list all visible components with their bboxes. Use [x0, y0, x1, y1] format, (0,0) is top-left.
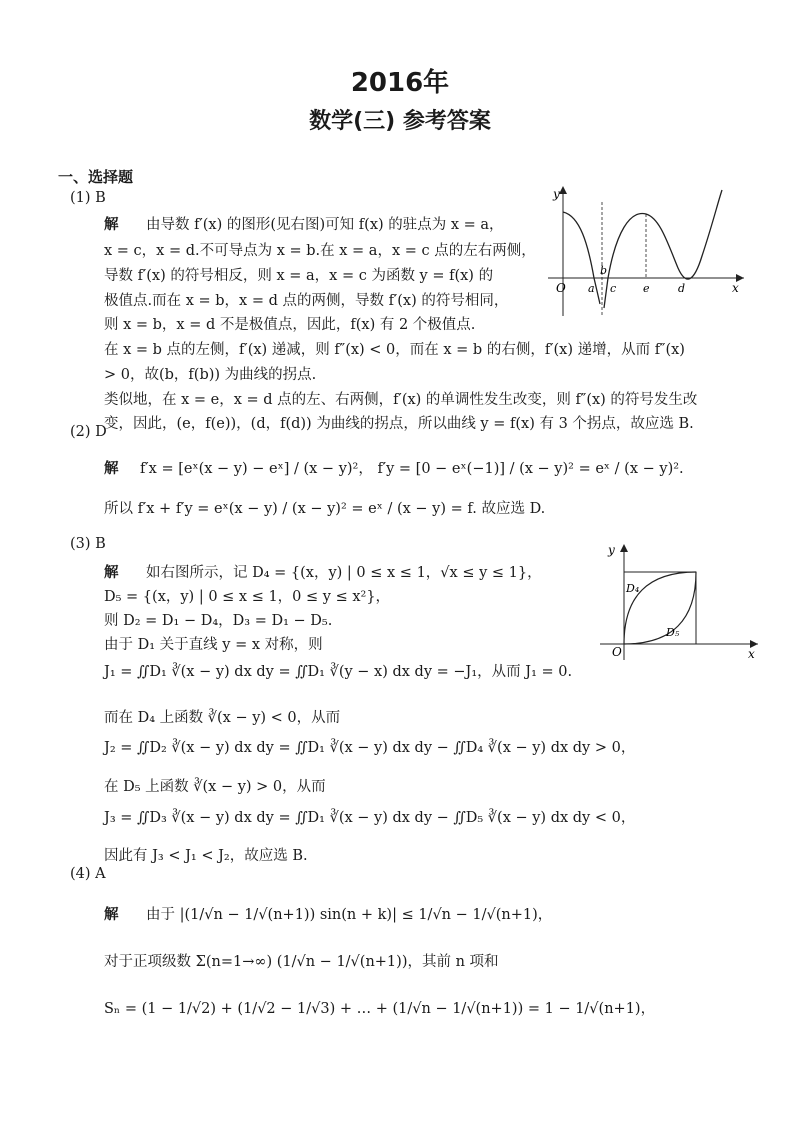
- graph-label: a: [588, 282, 595, 295]
- p3-equation-J2: J₂ = ∬D₂ ∛(x − y) dx dy = ∬D₁ ∛(x − y) dx dy − ∬D₄ ∛(x − y) dx dy > 0，: [104, 740, 636, 756]
- solution-label-3: 解: [104, 565, 119, 581]
- p4-equation-3: Sₙ = (1 − 1/√2) + (1/√2 − 1/√3) + … + (1/√n − 1/√(n+1)) = 1 − 1/√(n+1)，: [104, 1001, 656, 1017]
- graph-label: e: [643, 282, 650, 295]
- p3-line: 在 D₅ 上函数 ∛(x − y) > 0，从而: [104, 779, 326, 795]
- p1-line: 由导数 f′(x) 的图形(见右图)可知 f(x) 的驻点为 x = a，: [146, 217, 504, 233]
- p1-line: 类似地，在 x = e，x = d 点的左、右两侧，f′(x) 的单调性发生改变，则 f″(x) 的符号发生改: [104, 392, 698, 408]
- graph-label: y: [553, 187, 560, 201]
- y-axis-arrow-icon: [620, 544, 628, 552]
- p3-line: 由于 D₁ 关于直线 y = x 对称，则: [104, 637, 323, 653]
- p1-line: 变，因此，(e，f(e))，(d，f(d)) 为曲线的拐点，所以曲线 y = f(x) 有 3 个拐点，故应选 B.: [104, 416, 694, 432]
- solution-label-4: 解: [104, 907, 119, 923]
- p3-line: D₅ = {(x，y) | 0 ≤ x ≤ 1，0 ≤ y ≤ x²}，: [104, 589, 391, 605]
- p1-line: x = c，x = d.不可导点为 x = b.在 x = a，x = c 点的左右两侧，: [104, 243, 536, 259]
- section-title: 一、选择题: [58, 168, 134, 186]
- problem-2-label: (2) D: [70, 424, 107, 440]
- p3-line: 因此有 J₃ < J₁ < J₂，故应选 B.: [104, 848, 308, 864]
- graph-label: x: [732, 281, 739, 295]
- problem-1-label: (1) B: [70, 190, 106, 206]
- p1-line: 则 x = b，x = d 不是极值点，因此，f(x) 有 2 个极值点.: [104, 317, 476, 333]
- graph-label: d: [678, 282, 686, 295]
- graph-label: y: [608, 543, 615, 557]
- problem-4-label: (4) A: [70, 866, 106, 882]
- page-title: 2016年: [350, 68, 450, 98]
- derivative-graph-figure: [548, 182, 748, 316]
- graph-label: c: [610, 282, 617, 295]
- p1-line: 导数 f′(x) 的符号相反，则 x = a，x = c 为函数 y = f(x) 的: [104, 268, 494, 284]
- graph-label: b: [600, 264, 608, 277]
- p3-line: 则 D₂ = D₁ − D₄，D₃ = D₁ − D₅.: [104, 613, 333, 629]
- y-axis-arrow-icon: [559, 186, 567, 194]
- graph-label: O: [556, 281, 566, 295]
- p1-line: > 0，故(b，f(b)) 为曲线的拐点.: [104, 367, 317, 383]
- problem-3-label: (3) B: [70, 536, 106, 552]
- graph-label: O: [612, 645, 622, 659]
- graph-label: D₄: [626, 582, 640, 595]
- p3-equation-J1: J₁ = ∬D₁ ∛(x − y) dx dy = ∬D₁ ∛(y − x) dx dy = −J₁，从而 J₁ = 0.: [104, 664, 573, 680]
- p3-equation-J3: J₃ = ∬D₃ ∛(x − y) dx dy = ∬D₁ ∛(x − y) dx dy − ∬D₅ ∛(x − y) dx dy < 0，: [104, 810, 636, 826]
- solution-label-1: 解: [104, 217, 119, 233]
- p2-equation-2: 所以 f′x + f′y = eˣ(x − y) / (x − y)² = eˣ / (x − y) = f. 故应选 D.: [104, 501, 546, 517]
- curve-right-branch: [604, 190, 722, 308]
- p1-line: 极值点.而在 x = b，x = d 点的两侧，导数 f′(x) 的符号相同，: [104, 293, 509, 309]
- p1-line: 在 x = b 点的左侧，f′(x) 递减，则 f″(x) < 0，而在 x = b 的右侧，f′(x) 递增，从而 f″(x): [104, 342, 685, 358]
- p3-line: 而在 D₄ 上函数 ∛(x − y) < 0，从而: [104, 710, 341, 726]
- graph-label: x: [748, 647, 755, 660]
- p4-equation-1: 由于 |(1/√n − 1/√(n+1)) sin(n + k)| ≤ 1/√n − 1/√(n+1)，: [146, 907, 553, 923]
- page-subtitle: 数学(三) 参考答案: [309, 109, 491, 134]
- solution-label-2: 解: [104, 461, 119, 477]
- p3-line: 如右图所示，记 D₄ = {(x，y) | 0 ≤ x ≤ 1，√x ≤ y ≤ 1}，: [146, 565, 542, 581]
- region-graph-figure: [600, 540, 760, 660]
- graph-label: D₅: [666, 626, 680, 639]
- p2-equation-1: f′x = [eˣ(x − y) − eˣ] / (x − y)²， f′y = [0 − eˣ(−1)] / (x − y)² = eˣ / (x − y)².: [140, 461, 684, 477]
- p4-equation-2: 对于正项级数 Σ(n=1→∞) (1/√n − 1/√(n+1))，其前 n 项和: [104, 954, 499, 970]
